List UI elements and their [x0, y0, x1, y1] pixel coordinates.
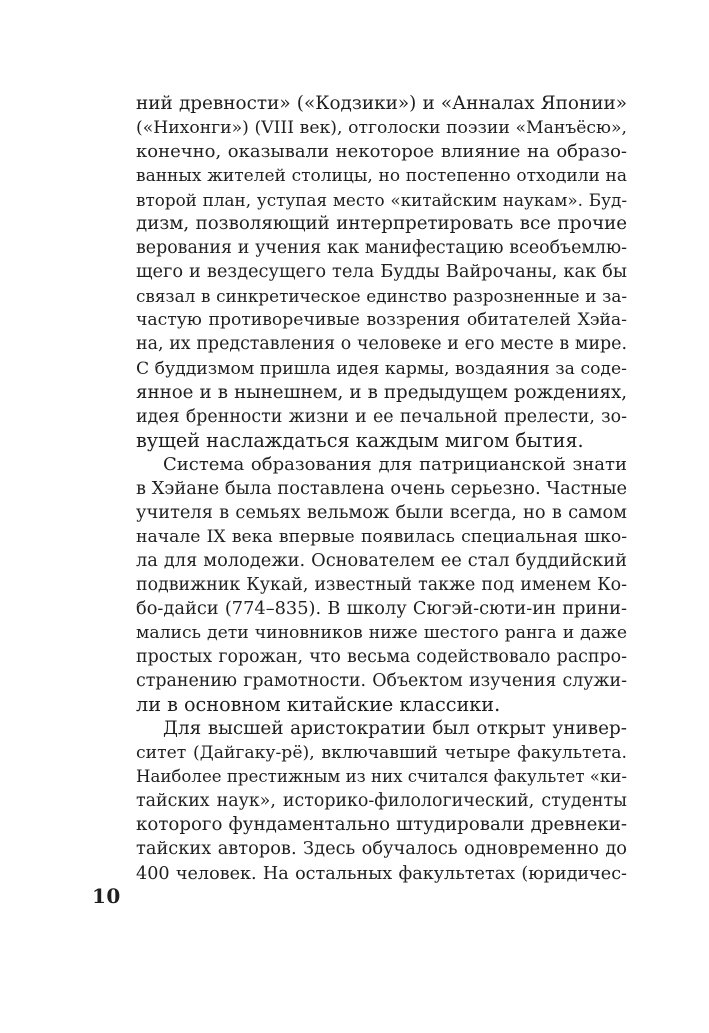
- text-line: связал в синкретическое единство разрозненные и за-: [136, 286, 627, 307]
- text-line: на, их представления о человеке и его месте в мире.: [136, 334, 627, 355]
- text-line: ли в основном китайские классики.: [136, 693, 501, 717]
- body-text: [136, 92, 627, 886]
- text-line: бо-дайси (774–835). В школу Сюгэй-сюти-ин прини-: [136, 597, 627, 619]
- text-line: тайских наук», историко-филологический, студенты: [136, 791, 627, 812]
- text-line: идея бренности жизни и ее печальной прелести, зо-: [136, 406, 627, 427]
- text-line: ванных жителей столицы, но постепенно отходили на: [136, 166, 627, 187]
- text-line: янное и в нынешнем, и в предыдущем рождениях,: [136, 381, 627, 403]
- text-line: вущей наслаждаться каждым мигом бытия.: [136, 428, 584, 452]
- text-line: ла для молодежи. Основателем ее стал буддийский: [136, 549, 627, 571]
- text-line: С буддизмом пришла идея кармы, воздаяния за соде-: [136, 358, 627, 379]
- text-line: щего и вездесущего тела Будды Вайрочаны, как бы: [136, 261, 627, 283]
- text-line: верования и учения как манифестацию всеобъемлю-: [136, 238, 627, 259]
- text-line: 400 человек. На остальных факультетах (юридичес-: [136, 863, 627, 884]
- text-line: учителя в семьях вельмож были всегда, но в самом: [136, 501, 627, 523]
- text-line: частую противоречивые воззрения обитателей Хэйа-: [136, 310, 627, 331]
- paragraph-start-line: Система образования для патрицианской знати: [163, 453, 627, 475]
- text-line: ситет (Дайгаку-рё), включавший четыре факультета.: [136, 743, 627, 764]
- page-number: 10: [92, 884, 121, 908]
- text-line: начале IX века впервые появилась специальная шко-: [136, 526, 627, 547]
- text-line: («Нихонги») (VIII век), отголоски поэзии «Манъёсю»,: [136, 118, 627, 139]
- text-line: в Хэйане была поставлена очень серьезно. Частные: [136, 477, 627, 499]
- text-line: простых горожан, что весьма содействовало распро-: [136, 647, 627, 668]
- text-line: ний древности» («Кодзики») и «Анналах Японии»: [136, 93, 627, 114]
- text-line: которого фундаментально штудировали древнеки-: [136, 814, 627, 836]
- text-line: тайских авторов. Здесь обучалось одновременно до: [136, 838, 627, 860]
- text-line: Наиболее престижным из них считался факультет «ки-: [136, 767, 627, 787]
- text-line: странению грамотности. Объектом изучения служи-: [136, 671, 627, 692]
- text-line: второй план, уступая место «китайским наукам». Буд-: [136, 190, 627, 211]
- text-line: конечно, оказывали некоторое влияние на образо-: [136, 141, 627, 163]
- text-line: дизм, позволяющий интерпретировать все прочие: [136, 213, 627, 235]
- text-line: мались дети чиновников ниже шестого ранга и даже: [136, 623, 627, 644]
- text-line: подвижник Кукай, известный также под именем Ко-: [136, 574, 627, 595]
- paragraph-start-line: Для высшей аристократии был открыт универ-: [163, 718, 627, 740]
